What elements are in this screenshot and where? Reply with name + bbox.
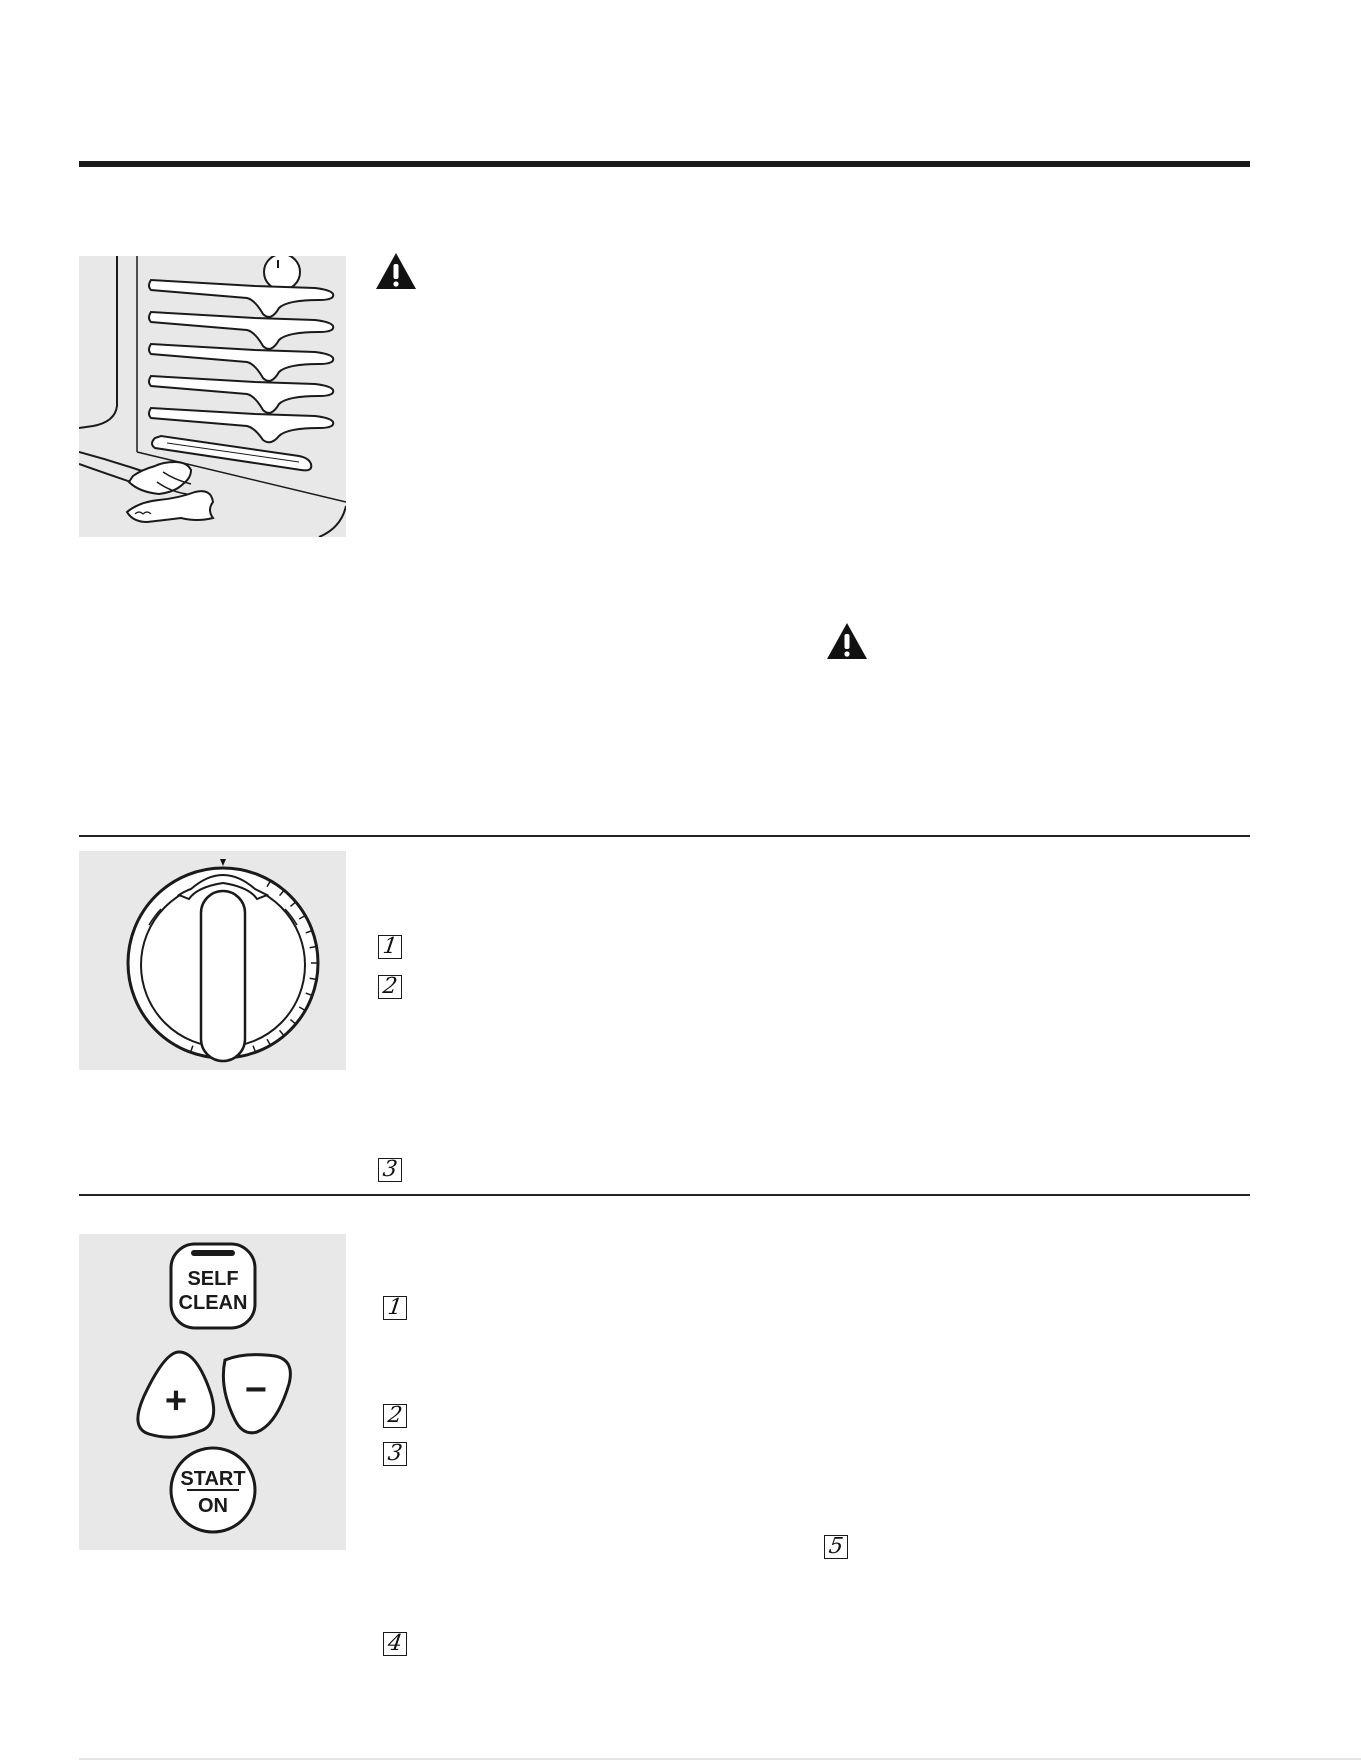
step-marker <box>383 1632 407 1656</box>
header-rule <box>79 161 1250 167</box>
minus-icon: − <box>244 1369 268 1411</box>
step-marker <box>378 975 402 999</box>
section-divider <box>79 835 1250 837</box>
step-number: 3 <box>381 1157 399 1182</box>
page-bottom-edge <box>79 1757 1361 1761</box>
self-clean-label-line2: CLEAN <box>178 1292 248 1314</box>
on-label: ON <box>198 1495 228 1517</box>
self-clean-button[interactable] <box>171 1244 255 1328</box>
step-number: 2 <box>381 974 399 999</box>
plus-icon: + <box>164 1380 188 1422</box>
step-marker <box>824 1535 848 1559</box>
section-divider <box>79 1194 1250 1196</box>
warning-triangle-icon <box>374 251 418 291</box>
start-on-button[interactable] <box>171 1448 255 1532</box>
step-marker <box>383 1442 407 1466</box>
step-marker <box>378 1158 402 1182</box>
step-number: 5 <box>827 1534 845 1559</box>
step-marker <box>378 935 402 959</box>
oven-dial-illustration <box>79 851 346 1070</box>
step-number: 1 <box>386 1295 404 1320</box>
start-label: START <box>180 1468 246 1490</box>
warning-triangle-icon <box>825 621 869 661</box>
self-clean-controls-illustration <box>79 1234 346 1550</box>
step-number: 4 <box>386 1631 404 1656</box>
step-marker <box>383 1296 407 1320</box>
step-number: 1 <box>381 934 399 959</box>
oven-interior-illustration <box>79 256 346 537</box>
step-number: 2 <box>386 1403 404 1428</box>
step-marker <box>383 1404 407 1428</box>
self-clean-label-line1: SELF <box>187 1268 239 1290</box>
step-number: 3 <box>386 1441 404 1466</box>
